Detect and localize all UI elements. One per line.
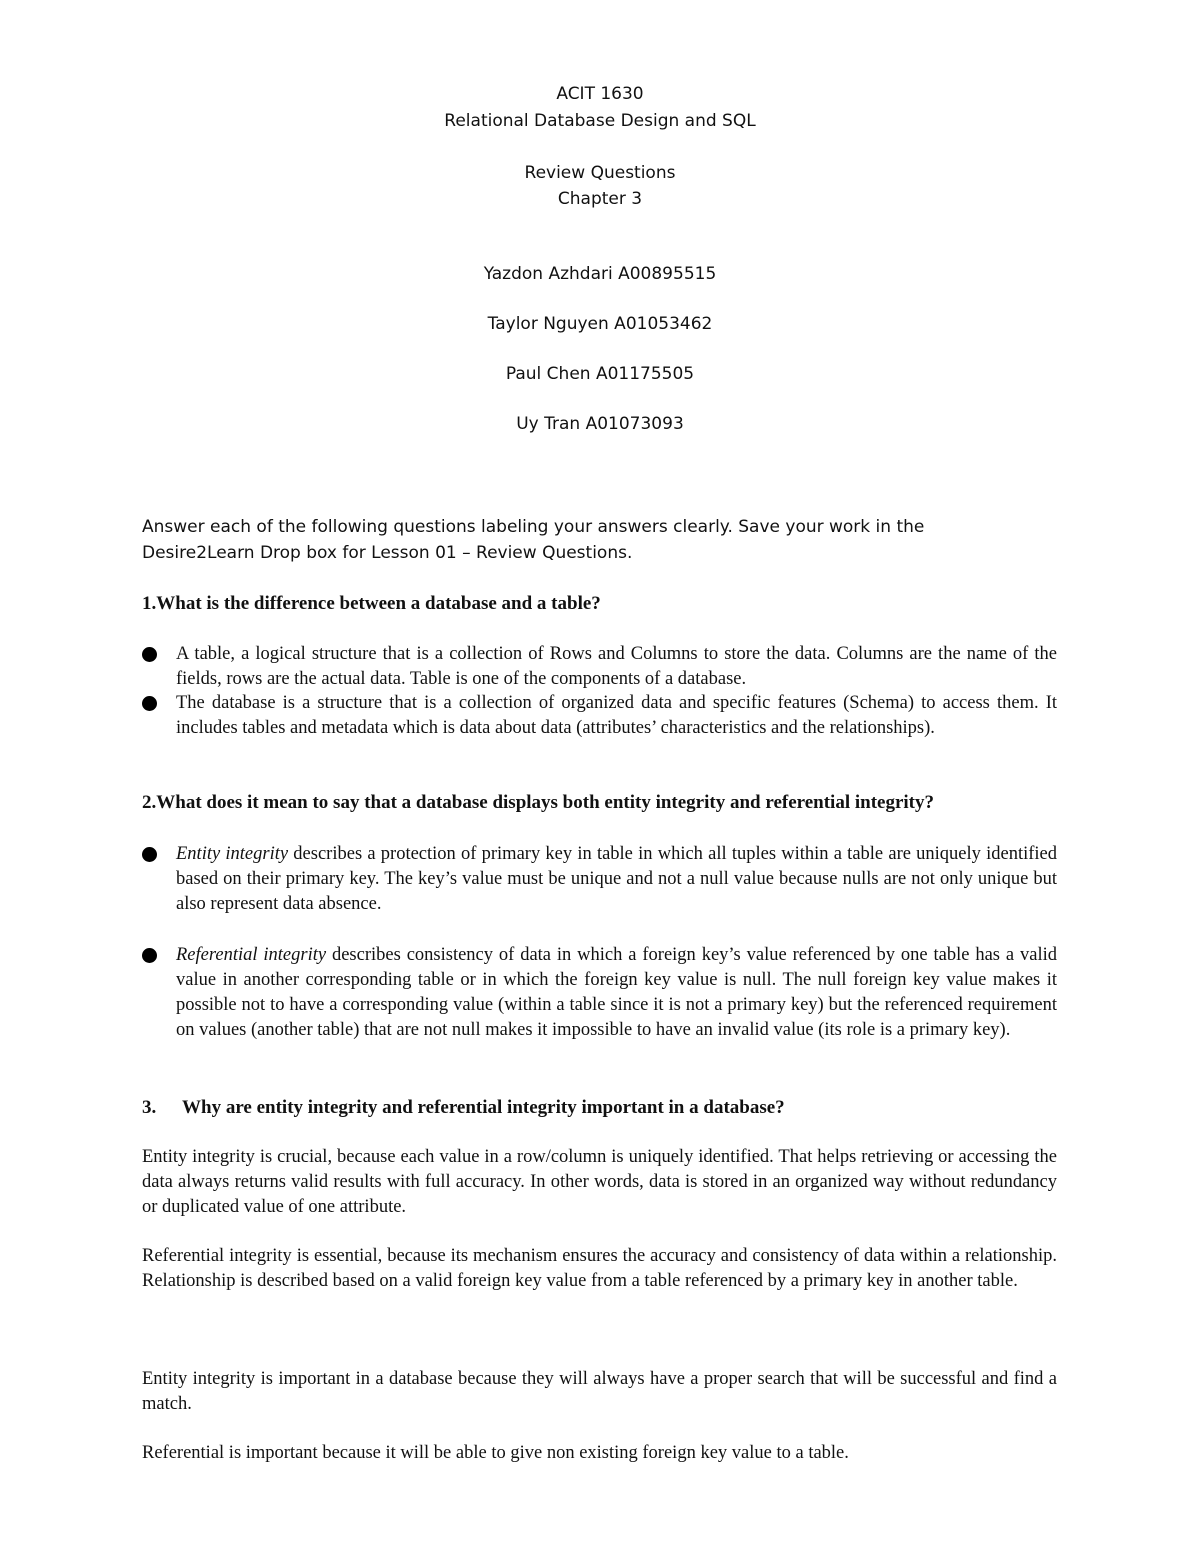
bullet-text: A table, a logical structure that is a collection of Rows and Columns to store the data. Columns are the name of the fields, rows are the actual data. Table is one of the components of a database. (176, 644, 1057, 689)
bullet-icon (142, 696, 157, 711)
answer-bullet (142, 642, 1057, 692)
question-1 (142, 592, 1082, 616)
bullet-icon (142, 948, 157, 963)
answer-paragraph: Referential is important because it will be able to give non existing foreign key value to a table. (142, 1443, 849, 1463)
course-title: Relational Database Design and SQL (444, 111, 756, 131)
author-line: Yazdon Azhdari A00895515 (483, 264, 717, 284)
answer-paragraph: Entity integrity is crucial, because each value in a row/column is uniquely identified. That helps retrieving or accessing the data always returns valid results with full accuracy. In other words, data is stored in an organized way without redundancy or duplicated value of one attribute. (142, 1147, 1057, 1217)
bullet-icon (142, 647, 157, 662)
question-2 (142, 791, 1082, 815)
bullet-lead: Entity integrity (176, 844, 289, 864)
bullet-text: describes a protection of primary key in table in which all tuples within a table are uniquely identified based on their primary key. The key’s value must be unique and not a null value because nulls are not only unique but also represent data absence. (176, 844, 1058, 914)
chapter-label: Chapter 3 (557, 189, 643, 209)
instructions-line-2: Desire2Learn Drop box for Lesson 01 – Review Questions. (142, 543, 633, 563)
bullet-text: describes consistency of data in which a foreign key’s value referenced by one table has a valid value in another corresponding table or in which the foreign key value is null. The null foreign key value makes it possible not to have a corresponding value (within a table since it is not a primary key) but the referenced requirement on values (another table) that are not null makes it impossible to have an invalid value (its role is a primary key). (176, 945, 1057, 1040)
answer-bullet (142, 943, 1057, 1043)
bullet-text: The database is a structure that is a collection of organized data and specific features (Schema) to access them. It includes tables and metadata which is data about data (attributes’ characteristics and the relationships). (176, 693, 1057, 738)
bullet-icon (142, 847, 157, 862)
answer-bullet (142, 691, 1057, 741)
bullet-lead: Referential integrity (176, 945, 327, 965)
question-text: What does it mean to say that a database displays both entity integrity and referential integrity? (156, 792, 935, 813)
answer-paragraph: Referential integrity is essential, because its mechanism ensures the accuracy and consistency of data within a relationship. Relationship is described based on a valid foreign key value from a table referenced by a primary key in another table. (142, 1246, 1057, 1291)
author-line: Uy Tran A01073093 (516, 414, 684, 434)
question-number: 3. (142, 1097, 157, 1118)
answer-paragraph: Entity integrity is important in a database because they will always have a proper search that will be successful and find a match. (142, 1369, 1057, 1414)
question-text: What is the difference between a database and a table? (156, 593, 601, 614)
instructions-line-1: Answer each of the following questions labeling your answers clearly. Save your work in the (142, 517, 925, 537)
author-line: Taylor Nguyen A01053462 (487, 314, 713, 334)
doc-title: Review Questions (524, 163, 676, 183)
author-line: Paul Chen A01175505 (505, 364, 695, 384)
course-code: ACIT 1630 (556, 84, 644, 104)
question-3 (142, 1096, 1082, 1120)
question-number: 1. (142, 593, 157, 614)
question-text: Why are entity integrity and referential integrity important in a database? (182, 1097, 785, 1118)
answer-bullet (142, 842, 1057, 917)
question-number: 2. (142, 792, 157, 813)
